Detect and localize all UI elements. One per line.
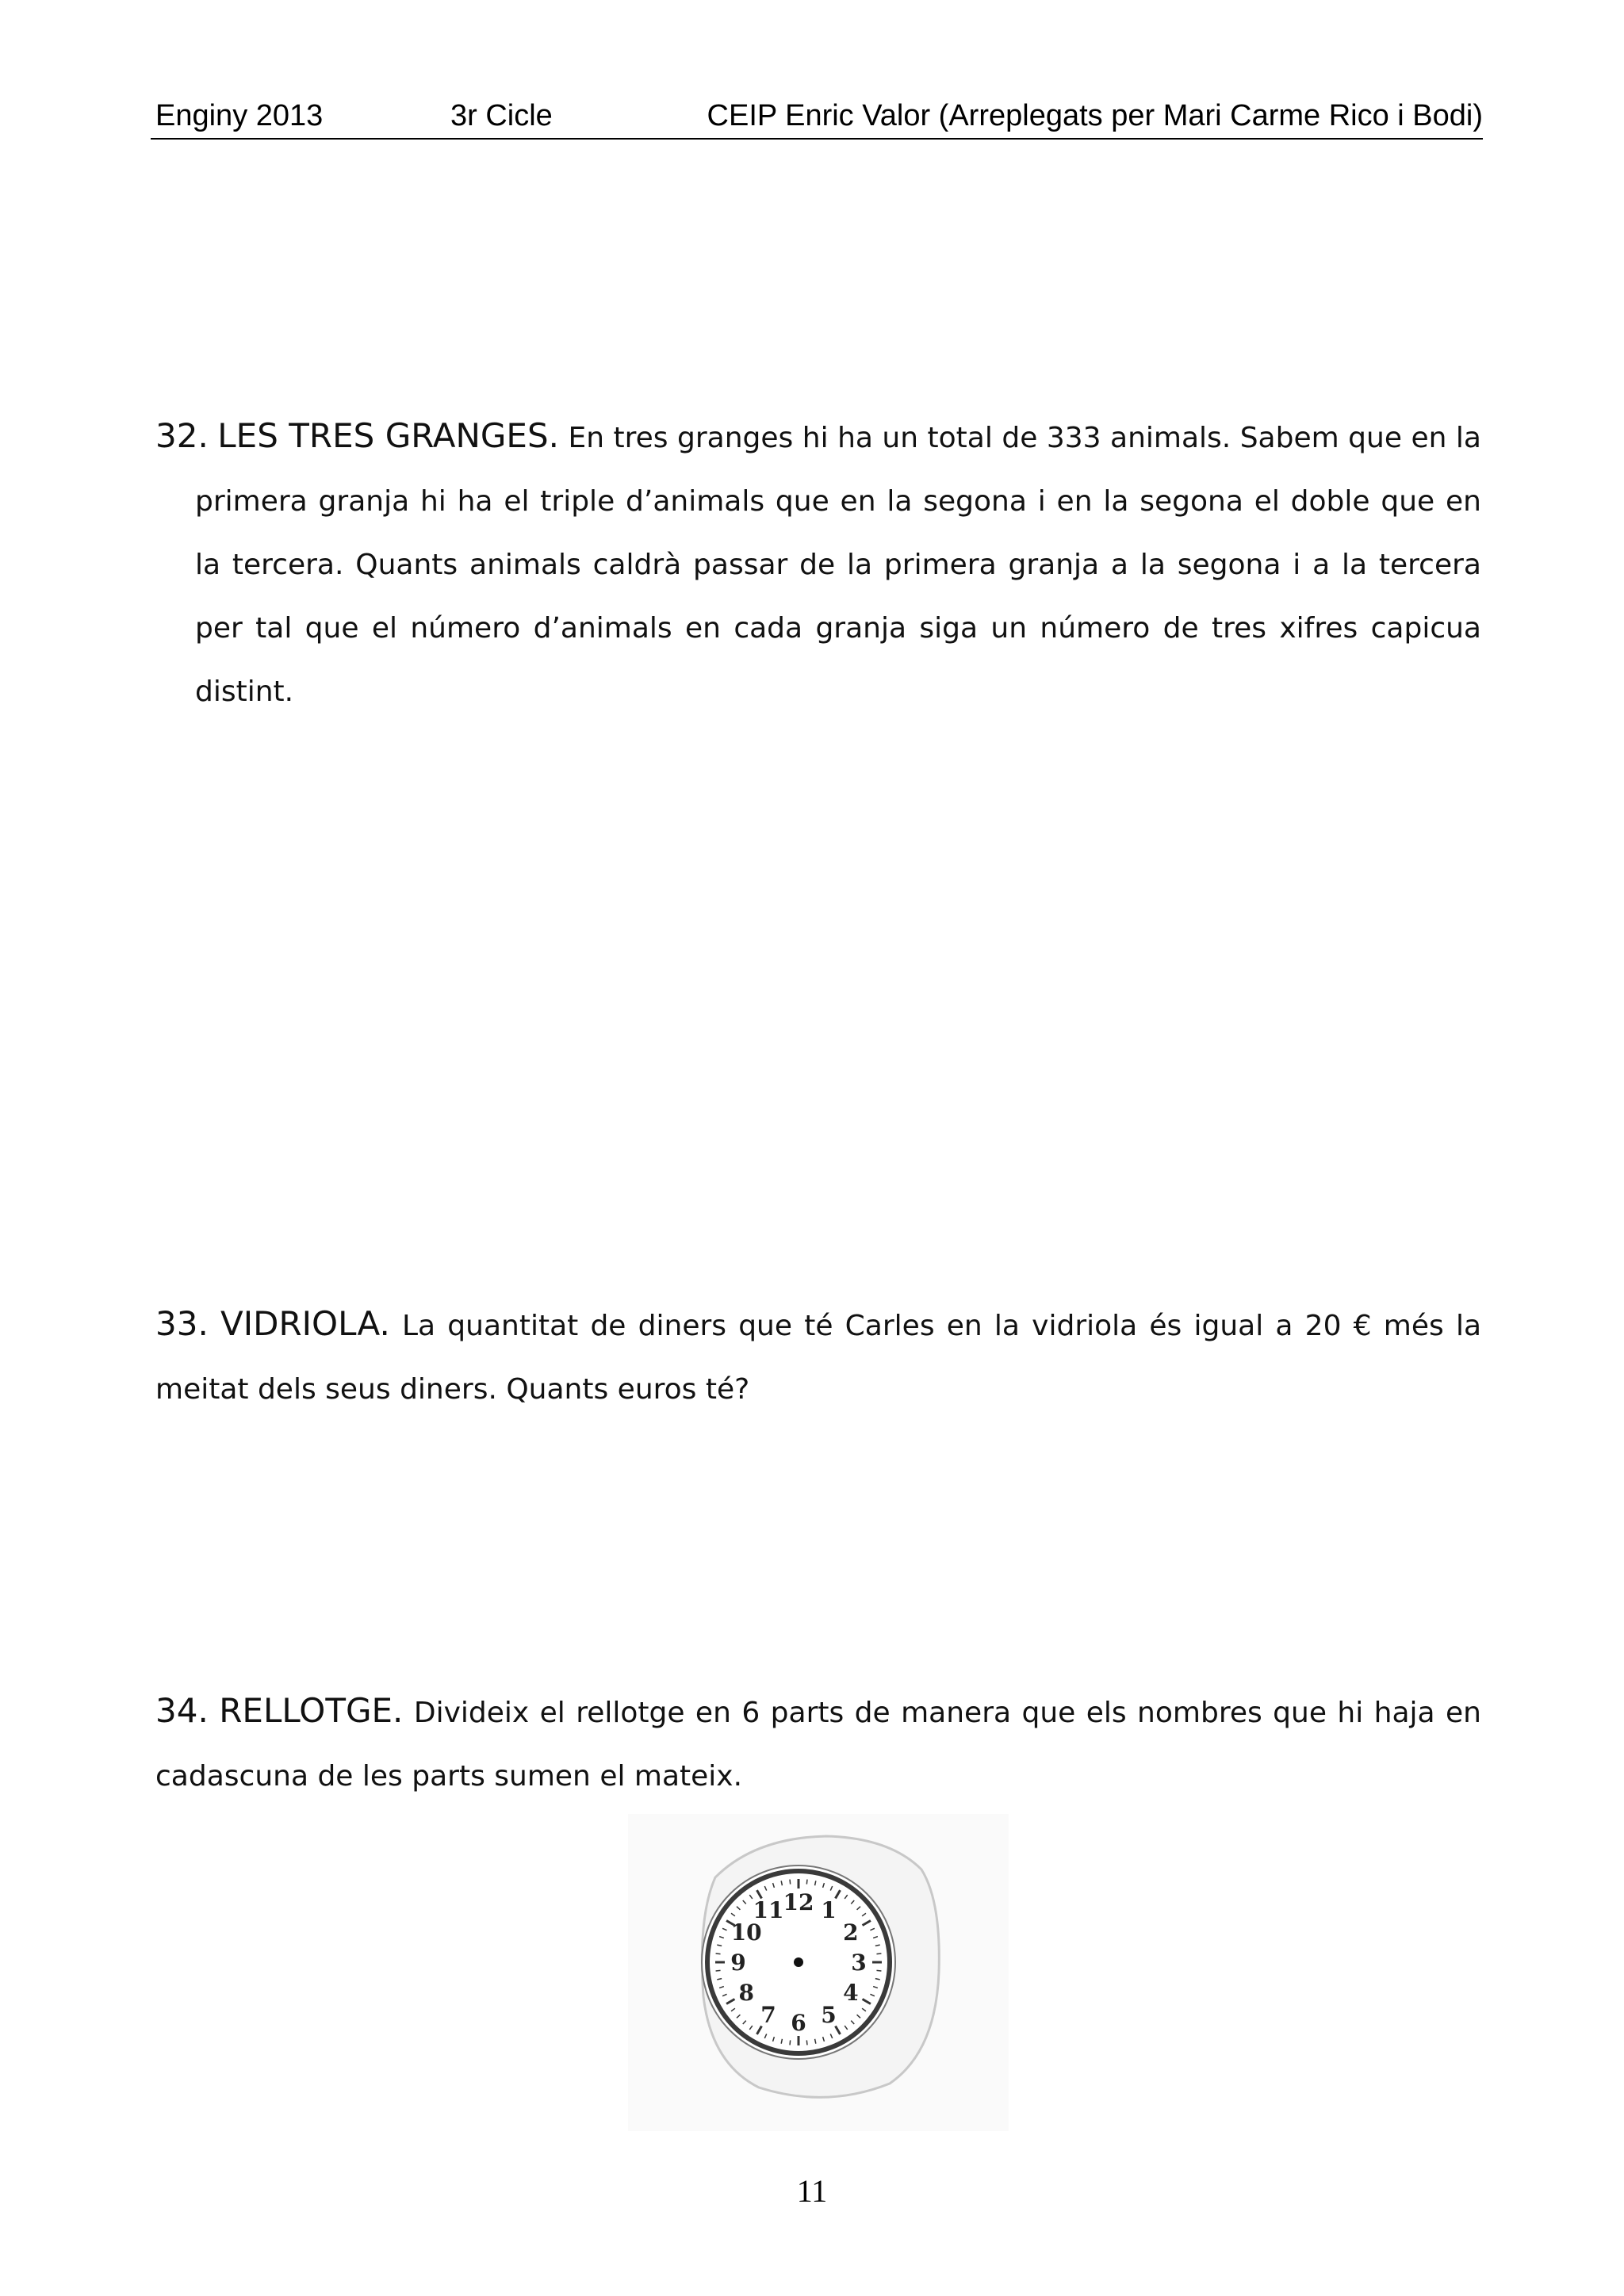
clock-tick bbox=[806, 1880, 807, 1885]
clock-number: 8 bbox=[738, 1980, 754, 2006]
problem-number: 34. bbox=[155, 1691, 209, 1730]
problem-title: LES TRES GRANGES. bbox=[217, 416, 559, 455]
clock-figure bbox=[628, 1814, 1009, 2131]
clock-center-dot bbox=[794, 1957, 803, 1967]
problem-text: En tres granges hi ha un total de 333 animals. Sabem que en la primera granja hi ha el triple d’animals que en la segona i en la segona el doble que en la tercera. Quants animals caldrà passar de la primera granja a la segona i a la tercera per tal que el número d’animals en cada granja siga un número de tres xifres capicua distint. bbox=[195, 422, 1481, 708]
clock-number: 3 bbox=[851, 1950, 867, 1976]
problem-text: Divideix el rellotge en 6 parts de manera que els nombres que hi haja en cadascuna de les parts sumen el mateix. bbox=[155, 1697, 1481, 1793]
clock-number: 1 bbox=[821, 1897, 837, 1924]
clock-number: 5 bbox=[821, 2001, 837, 2028]
clock-icon bbox=[628, 1814, 1009, 2131]
problem-number: 33. bbox=[155, 1304, 209, 1343]
clock-number: 4 bbox=[843, 1980, 859, 2006]
problem-32 bbox=[155, 404, 1481, 724]
clock-number: 6 bbox=[791, 2010, 806, 2036]
header-school: CEIP Enric Valor (Arreplegats per Mari Carme Rico i Bodi) bbox=[707, 99, 1483, 132]
problem-34 bbox=[155, 1679, 1481, 1808]
clock-tick bbox=[806, 2040, 807, 2045]
clock-number: 10 bbox=[730, 1919, 762, 1946]
page-number: 11 bbox=[796, 2173, 828, 2209]
clock-number: 9 bbox=[730, 1950, 746, 1976]
clock-number: 7 bbox=[760, 2001, 776, 2028]
page-header bbox=[151, 94, 1483, 140]
clock-number: 11 bbox=[753, 1897, 784, 1924]
clock-tick bbox=[790, 2040, 791, 2045]
clock-tick bbox=[716, 1970, 721, 1971]
problem-title: RELLOTGE. bbox=[219, 1691, 404, 1730]
problem-text: La quantitat de diners que té Carles en la vidriola és igual a 20 € més la meitat dels seus diners. Quants euros té? bbox=[155, 1310, 1482, 1406]
problem-33 bbox=[155, 1292, 1481, 1422]
problem-number: 32. bbox=[155, 416, 209, 455]
clock-number: 2 bbox=[843, 1919, 859, 1946]
clock-tick bbox=[876, 1970, 881, 1971]
clock-number: 12 bbox=[783, 1889, 814, 1915]
clock-tick bbox=[790, 1880, 791, 1885]
header-title: Enginy 2013 bbox=[155, 99, 324, 132]
header-cycle: 3r Cicle bbox=[450, 99, 553, 132]
problem-title: VIDRIOLA. bbox=[220, 1304, 390, 1343]
